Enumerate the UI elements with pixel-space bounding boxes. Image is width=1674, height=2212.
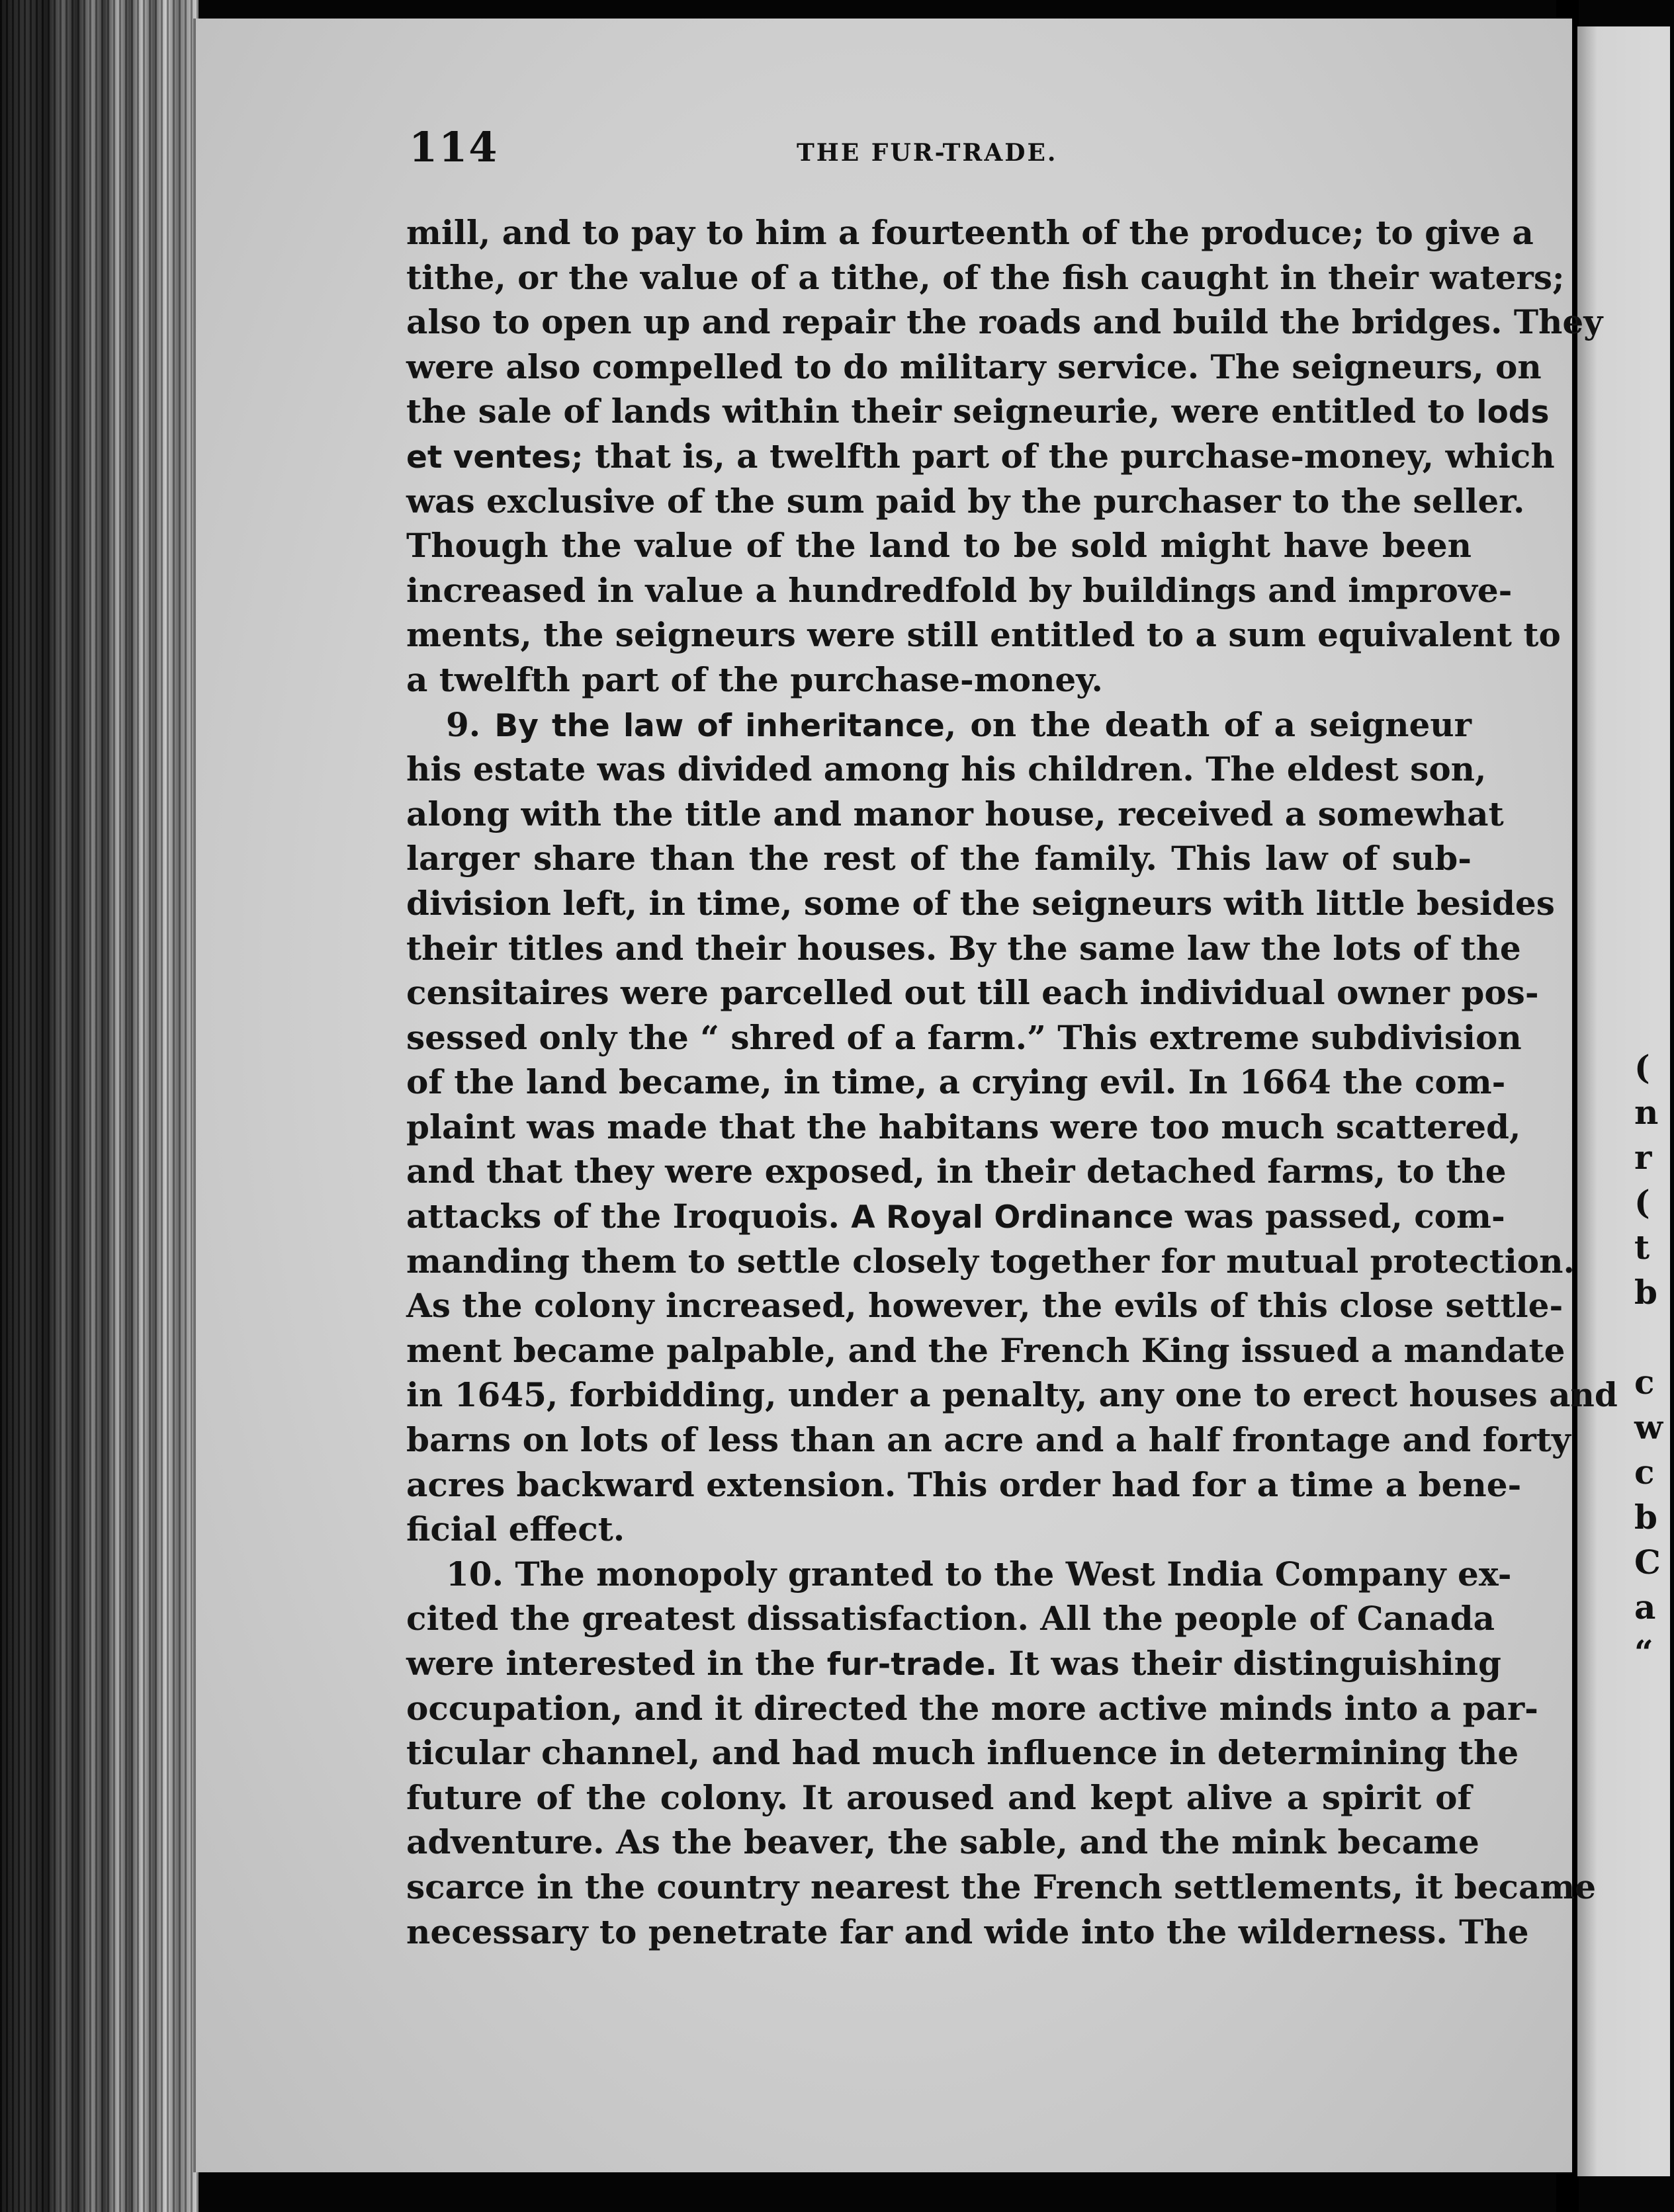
- text-line: [406, 1865, 1597, 1910]
- line-text: were interested in the: [406, 1644, 816, 1683]
- line-text: their titles and their houses. By the same law the lots of the: [406, 928, 1521, 968]
- line-text: were also compelled to do military service. The seigneurs, on: [406, 347, 1542, 386]
- text-line: [406, 210, 1534, 255]
- line-text: division left, in time, some of the seigneurs with little besides: [406, 883, 1555, 923]
- line-text: attacks of the Iroquois.: [406, 1197, 840, 1236]
- line-text: mill, and to pay to him a fourteenth of the produce; to give a: [406, 213, 1534, 252]
- line-text: ; that is, a twelfth part of the purchase-money, which: [571, 436, 1555, 476]
- line-text: a twelfth part of the purchase-money.: [406, 659, 1103, 699]
- text-line: [406, 1552, 1512, 1597]
- line-text: As the colony increased, however, the evils of this close settle-: [406, 1286, 1564, 1326]
- facing-fragment: t: [1634, 1228, 1650, 1267]
- line-text: adventure. As the beaver, the sable, and the mink became: [406, 1822, 1479, 1862]
- text-line: [406, 970, 1539, 1015]
- line-text: also to open up and repair the roads and build the bridges. They: [406, 302, 1603, 342]
- text-line: [406, 1283, 1564, 1328]
- text-line: [406, 1641, 1501, 1686]
- line-text: It was their distinguishing: [997, 1644, 1501, 1683]
- text-line: [406, 1730, 1519, 1775]
- line-text: manding them to settle closely together for mutual protection.: [406, 1241, 1575, 1281]
- text-line: [406, 926, 1521, 971]
- facing-fragment: b: [1634, 1498, 1657, 1537]
- text-line: [406, 1105, 1521, 1150]
- text-line: [406, 1820, 1479, 1865]
- line-text: sessed only the “ shred of a farm.” This extreme subdivision: [406, 1017, 1522, 1057]
- line-text: acres backward extension. This order had for a time a bene-: [406, 1465, 1522, 1504]
- line-text: of the land became, in time, a crying evil. In 1664 the com-: [406, 1062, 1506, 1102]
- text-line: [406, 1507, 1472, 1552]
- line-text: future of the colony. It aroused and kept alive a spirit of: [406, 1777, 1472, 1817]
- term-fur-trade: fur-trade.: [826, 1646, 998, 1683]
- line-text: Though the value of the land to be sold might have been: [406, 526, 1472, 566]
- line-text: his estate was divided among his children. The eldest son,: [406, 749, 1487, 789]
- text-line: [406, 1060, 1506, 1105]
- line-text: increased in value a hundredfold by buildings and improve-: [406, 570, 1513, 610]
- text-line: [406, 747, 1487, 792]
- running-head: [409, 123, 1468, 176]
- text-line: [406, 1239, 1575, 1284]
- facing-fragment: c: [1634, 1453, 1655, 1492]
- line-text: necessary to penetrate far and wide into the wilderness. The: [406, 1912, 1529, 1951]
- text-line: [406, 1596, 1495, 1641]
- line-text: ments, the seigneurs were still entitled to a sum equivalent to: [406, 615, 1561, 655]
- book-page-edges: [0, 0, 198, 2212]
- term-et-ventes: et ventes: [406, 439, 571, 476]
- text-line: [406, 1328, 1565, 1373]
- text-line: [406, 1910, 1529, 1955]
- line-text: plaint was made that the habitans were too much scattered,: [406, 1107, 1521, 1146]
- facing-fragment: r: [1634, 1138, 1652, 1177]
- text-line: [406, 1194, 1505, 1239]
- text-line: [406, 836, 1472, 881]
- line-text: along with the title and manor house, received a somewhat: [406, 794, 1504, 833]
- term-lods: lods: [1476, 394, 1550, 431]
- text-line: [406, 1463, 1522, 1508]
- facing-fragment: c: [1634, 1363, 1655, 1402]
- text-line: [406, 389, 1550, 434]
- page-number: 114: [409, 123, 499, 171]
- facing-fragment: b: [1634, 1273, 1657, 1312]
- text-line: [406, 345, 1542, 390]
- line-text: scarce in the country nearest the French settlements, it became: [406, 1867, 1597, 1906]
- text-line: [406, 702, 1472, 747]
- line-text: ticular channel, and had much influence in determining the: [406, 1733, 1519, 1773]
- text-line: [406, 1775, 1472, 1820]
- text-line: [406, 881, 1555, 926]
- line-text: ficial effect.: [406, 1510, 625, 1549]
- facing-fragment: (: [1634, 1183, 1650, 1222]
- line-text: , on the death of a seigneur: [944, 704, 1472, 744]
- line-text: occupation, and it directed the more active minds into a par-: [406, 1688, 1538, 1728]
- text-line: [406, 1149, 1507, 1194]
- facing-fragment: a: [1634, 1588, 1656, 1627]
- text-line: [406, 479, 1525, 524]
- text-line: [406, 1015, 1522, 1060]
- facing-fragment: “: [1634, 1633, 1653, 1672]
- line-text: was exclusive of the sum paid by the purchaser to the seller.: [406, 481, 1525, 521]
- text-line: [406, 613, 1561, 658]
- line-text: and that they were exposed, in their detached farms, to the: [406, 1152, 1507, 1191]
- line-text: in 1645, forbidding, under a penalty, any one to erect houses and: [406, 1375, 1618, 1415]
- line-text: tithe, or the value of a tithe, of the fish caught in their waters;: [406, 257, 1565, 297]
- text-line: [406, 434, 1555, 479]
- text-line: [406, 792, 1504, 837]
- text-line: [406, 300, 1603, 345]
- facing-fragment: n: [1634, 1093, 1659, 1132]
- text-line: [406, 255, 1565, 300]
- body-text: [406, 210, 1618, 1954]
- text-line: [406, 658, 1472, 702]
- line-text: 10. The monopoly granted to the West India Company ex-: [446, 1554, 1512, 1594]
- facing-fragment: w: [1634, 1408, 1663, 1447]
- text-line: [406, 1686, 1538, 1731]
- running-title: THE FUR-TRADE.: [797, 139, 1058, 167]
- line-text: larger share than the rest of the family. This law of sub-: [406, 839, 1472, 878]
- facing-fragment: (: [1634, 1048, 1650, 1087]
- text-line: [406, 1373, 1618, 1418]
- line-text: the sale of lands within their seigneurie, were entitled to: [406, 392, 1465, 431]
- term-law-of-inheritance: By the law of inheritance: [494, 707, 945, 744]
- line-text: was passed, com-: [1173, 1197, 1505, 1236]
- facing-page-fragments: [1634, 1045, 1674, 1675]
- text-line: [406, 523, 1472, 568]
- line-text: ment became palpable, and the French King issued a mandate: [406, 1330, 1565, 1370]
- line-text: censitaires were parcelled out till each individual owner pos-: [406, 973, 1539, 1013]
- text-line: [406, 1418, 1571, 1463]
- term-royal-ordinance: A Royal Ordinance: [851, 1199, 1174, 1236]
- line-text: barns on lots of less than an acre and a half frontage and forty: [406, 1420, 1571, 1460]
- line-text: cited the greatest dissatisfaction. All the people of Canada: [406, 1599, 1495, 1638]
- line-text: 9.: [446, 704, 495, 744]
- facing-fragment: C: [1634, 1543, 1661, 1582]
- text-line: [406, 568, 1513, 613]
